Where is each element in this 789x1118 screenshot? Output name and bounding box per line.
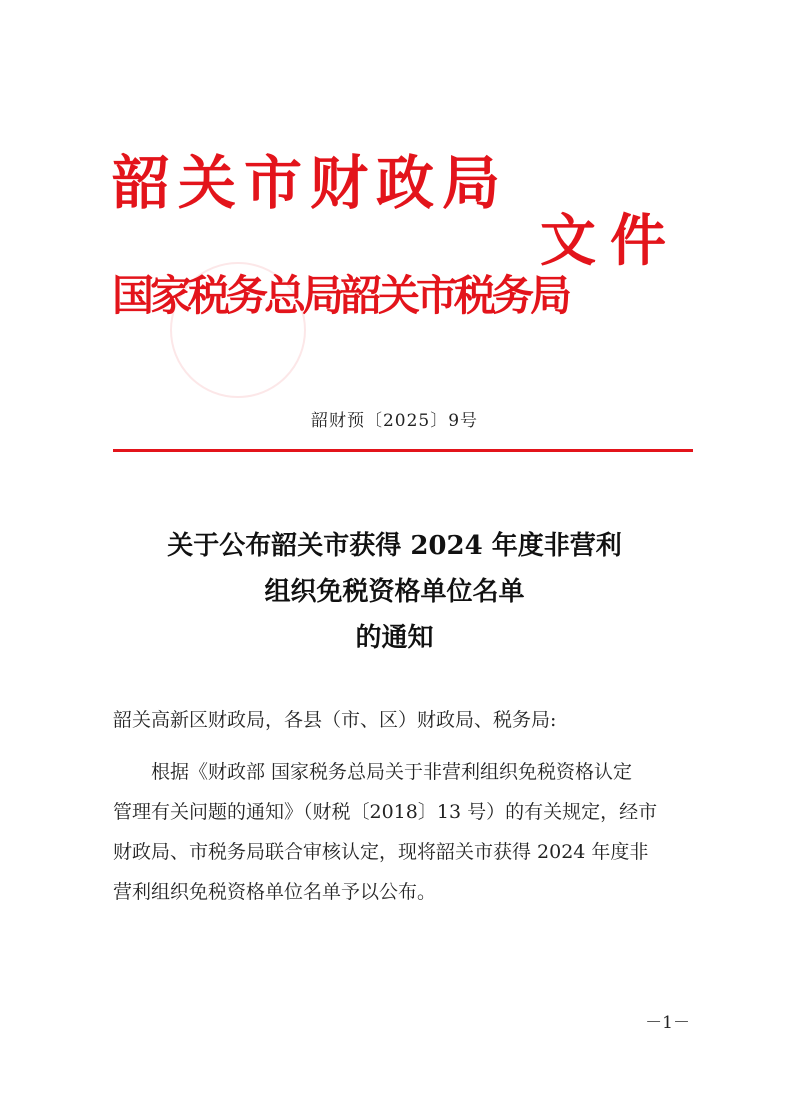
title-line-3: 的通知	[355, 623, 434, 653]
body-line-4: 营利组织免税资格单位名单予以公布。	[113, 881, 437, 903]
title-line-1: 关于公布韶关市获得 2024 年度非营利	[167, 531, 622, 561]
page-number: －1－	[645, 1013, 690, 1033]
body-line-3: 财政局、市税务局联合审核认定，现将韶关市获得 2024 年度非	[113, 841, 649, 863]
issuer-finance-bureau: 韶关市财政局	[112, 149, 509, 217]
document-number: 韶财预〔2025〕9号	[310, 411, 479, 431]
title-line-2: 组织免税资格单位名单	[264, 577, 525, 607]
red-divider-line	[113, 449, 693, 452]
document-type-label: 文件	[540, 209, 680, 274]
notice-title	[0, 523, 789, 661]
body-paragraph	[113, 752, 683, 912]
body-line-2: 管理有关问题的通知》（财税〔2018〕13 号）的有关规定，经市	[113, 801, 658, 823]
salutation: 韶关高新区财政局，各县（市、区）财政局、税务局:	[113, 709, 557, 731]
body-line-1: 根据《财政部 国家税务总局关于非营利组织免税资格认定	[151, 761, 633, 783]
issuer-tax-bureau: 国家税务总局韶关市税务局	[112, 271, 569, 320]
